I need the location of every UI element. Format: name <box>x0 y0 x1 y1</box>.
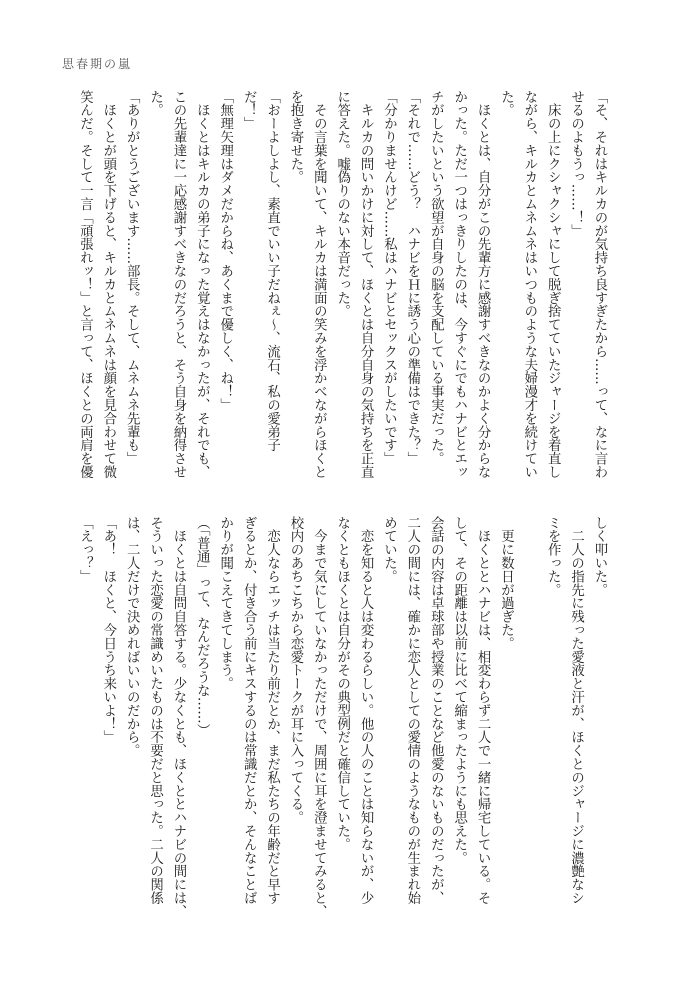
text-column: して、その距離は以前に比べて縮まったようにも思えた。 <box>451 516 467 865</box>
text-column: めていた。 <box>381 516 397 583</box>
text-column: そういった恋愛の常識めいたものは不要だと思った。二人の関係 <box>147 516 163 905</box>
text-column: 二人の間には、確かに恋人としての愛情のようなものが生まれ始 <box>404 516 420 905</box>
text-column: 「無理矢理はダメだからね、あくまで優しく、ね！」 <box>217 90 233 412</box>
text-column: 「そ、それはキルカのが気持ち良すぎたから……って、なに言わ <box>592 90 607 479</box>
text-column: 「ありがとうございます……部長。そして、ムネムネ先輩も」 <box>124 90 140 466</box>
text-column: 二人の指先に残った愛液と汗が、ほくとのジャージに濃艶なシ <box>568 516 584 905</box>
text-column: ほくととハナビは、相変わらず二人で一緒に帰宅している。そ <box>475 516 491 905</box>
text-column: せるのよもうっ……！」 <box>568 90 584 238</box>
running-head-title: 思春期の嵐 <box>62 57 133 71</box>
text-column: た。 <box>147 90 163 117</box>
text-column: なくともほくとは自分がその典型例だと確信していた。 <box>334 516 350 851</box>
text-column: 今まで気にしていなかっただけで、周囲に耳を澄ませてみると、 <box>311 516 327 918</box>
text-column: ほくとが頭を下げると、キルカとムネムネは顔を見合わせて微 <box>100 90 116 479</box>
text-column: 恋を知ると人は変わるらしい。他の人のことは知らないが、少 <box>358 516 374 905</box>
text-column: を抱き寄せた。 <box>287 90 303 184</box>
text-block-upper <box>73 90 611 485</box>
text-column: た。 <box>498 90 514 117</box>
text-column: かりが聞こえてきてしまう。 <box>217 516 233 691</box>
text-column: 校内のあちこちから恋愛トークが耳に入ってくる。 <box>287 516 303 825</box>
text-column: 恋人ならエッチは当たり前だとか、まだ私たちの年齢だと早す <box>264 516 280 905</box>
text-column: 「それで……どう？ ハナビをＨに誘う心の準備はできた？」 <box>404 90 420 466</box>
text-column: かった。ただ一つはっきりしたのは、今すぐにでもハナビとエッ <box>451 90 467 479</box>
text-column: 会話の内容は卓球部や授業のことなど他愛のないものだったが、 <box>428 516 444 905</box>
text-column: その言葉を聞いて、キルカは満面の笑みを浮かべながらほくと <box>311 90 327 479</box>
text-column: 笑んだ。そして一言「頑張れッ！」と言って、ほくとの両肩を優 <box>77 90 93 479</box>
text-column: 更に数日が過ぎた。 <box>498 516 514 650</box>
text-column: 床の上にクシャクシャにして脱ぎ捨てていたジャージを着直し <box>545 90 561 479</box>
text-column: （「普通」って、なんだろうな……） <box>194 516 210 738</box>
text-column: 「おーよしよし、素直でいい子だねぇ～、流石、私の愛弟子 <box>264 90 280 452</box>
text-column: は、二人だけで決めればいいのだから。 <box>124 516 140 758</box>
text-block-lower <box>73 516 611 918</box>
text-column: ぎるとか、付き合う前にキスするのは常識だとか、そんなことば <box>241 516 257 905</box>
text-column: に答えた。嘘偽りのない本音だった。 <box>334 90 350 318</box>
text-column: 「分かりませんけど……私はハナビとセックスがしたいです」 <box>381 90 397 466</box>
text-column: ほくとは、自分がこの先輩方に感謝すべきなのかよく分からな <box>475 90 491 479</box>
text-column: ながら、キルカとムネムネはいつものような夫婦漫才を続けてい <box>521 90 537 479</box>
text-column: チがしたいという欲望が自身の脳を支配している事実だった。 <box>428 90 444 466</box>
text-column <box>517 516 540 911</box>
text-column: ミを作った。 <box>545 516 561 597</box>
text-column: この先輩達に一応感謝すべきなのだろうと、そう自身を納得させ <box>170 90 186 479</box>
text-column: 「あ！ ほくと、今日うち来いよ！」 <box>100 516 116 744</box>
text-column: ほくとはキルカの弟子になった覚えはなかったが、それでも、 <box>194 90 210 479</box>
text-column: ほくとは自問自答する。少なくとも、ほくととハナビの間には、 <box>170 516 186 918</box>
text-column: 「えっ？」 <box>77 516 93 583</box>
text-column: だ！」 <box>241 90 257 131</box>
text-column: しく叩いた。 <box>592 516 607 597</box>
text-column: キルカの問いかけに対して、ほくとは自分自身の気持ちを正直 <box>358 90 374 479</box>
